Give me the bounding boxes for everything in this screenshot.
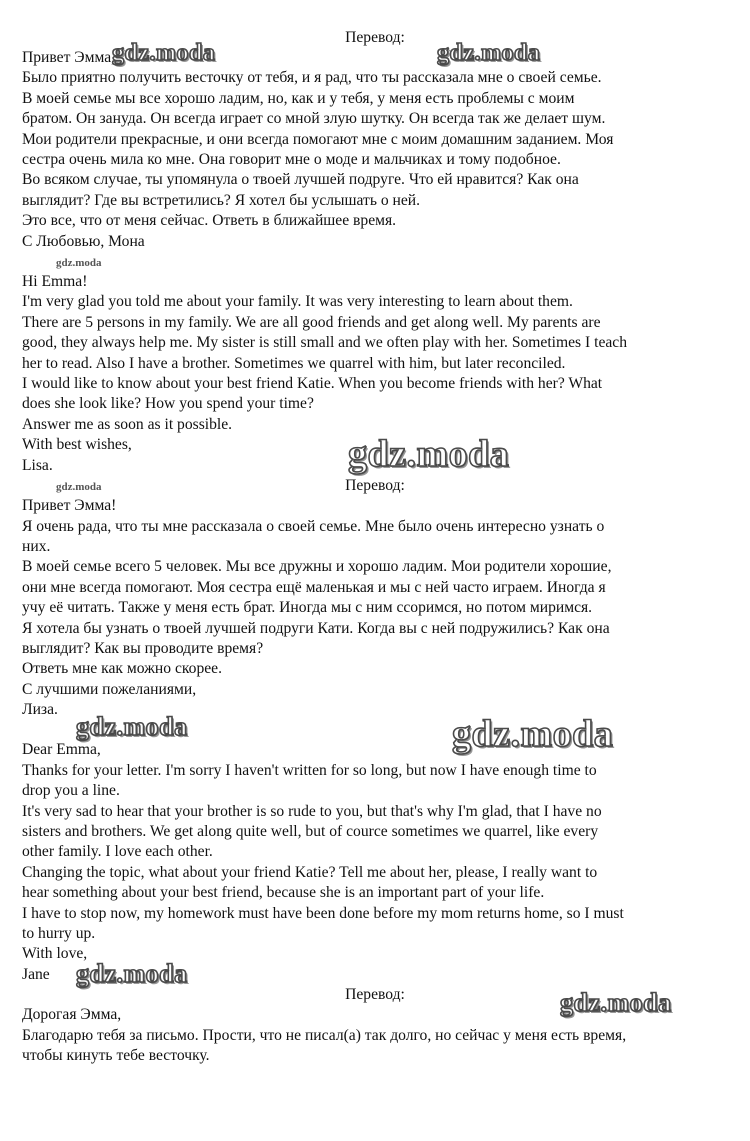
section-heading: Перевод: xyxy=(345,29,405,46)
watermark: gdz.moda xyxy=(76,712,188,741)
watermark: gdz.moda xyxy=(76,959,188,988)
text-line: I would like to know about your best friend Katie. When you become friends with her? What xyxy=(22,375,603,392)
text-line: It's very sad to hear that your brother is so rude to you, but that's why I'm glad, that I have no xyxy=(22,803,602,820)
text-line: other family. I love each other. xyxy=(22,843,213,860)
text-line: выглядит? Как вы проводите время? xyxy=(22,640,264,657)
text-line: With best wishes, xyxy=(22,436,132,453)
text-line: sisters and brothers. We get along quite well, but of cource sometimes we quarrel, like every xyxy=(22,823,599,840)
section-heading: Перевод: xyxy=(345,477,405,494)
text-line: With love, xyxy=(22,945,88,962)
watermark: gdz.moda xyxy=(452,713,614,755)
text-line: Благодарю тебя за письмо. Прости, что не писал(а) так долго, но сейчас у меня есть время, xyxy=(22,1027,627,1044)
text-line: Дорогая Эмма, xyxy=(22,1006,122,1023)
text-line: I'm very glad you told me about your family. It was very interesting to learn about them. xyxy=(22,293,573,310)
text-line: drop you a line. xyxy=(22,782,120,799)
text-line: to hurry up. xyxy=(22,925,96,942)
text-line: В моей семье всего 5 человек. Мы все дружны и хорошо ладим. Мои родители хорошие, xyxy=(22,558,612,575)
text-line: I have to stop now, my homework must have been done before my mom returns home, so I must xyxy=(22,905,624,922)
text-line: В моей семье мы все хорошо ладим, но, как и у тебя, у меня есть проблемы с моим xyxy=(22,90,575,107)
text-line: Привет Эмма! xyxy=(22,497,117,514)
text-line: Привет Эмма, xyxy=(22,49,116,66)
text-line: С лучшими пожеланиями, xyxy=(22,681,197,698)
watermark: gdz.moda xyxy=(56,481,102,493)
text-line: учу её читать. Также у меня есть брат. Иногда мы с ним ссоримся, но потом миримся. xyxy=(22,599,593,616)
text-line: них. xyxy=(22,538,51,555)
watermark: gdz.moda xyxy=(437,40,541,66)
text-line: Я хотела бы узнать о твоей лучшей подруги Кати. Когда вы с ней подружились? Как она xyxy=(22,620,610,637)
watermark: gdz.moda xyxy=(56,257,102,269)
text-line: Было приятно получить весточку от тебя, и я рад, что ты рассказала мне о своей семье. xyxy=(22,69,602,86)
text-line: выглядит? Где вы встретились? Я хотел бы услышать о ней. xyxy=(22,192,421,209)
text-line: Jane xyxy=(22,966,50,983)
text-line: Мои родители прекрасные, и они всегда помогают мне с моим домашним заданием. Моя xyxy=(22,131,614,148)
text-line: does she look like? How you spend your time? xyxy=(22,395,314,412)
text-line: Лиза. xyxy=(22,701,58,718)
text-line: Lisa. xyxy=(22,457,53,474)
watermark: gdz.moda xyxy=(560,988,672,1017)
text-line: Hi Emma! xyxy=(22,273,88,290)
text-line: her to read. Also I have a brother. Sometimes we quarrel with him, but later reconciled. xyxy=(22,355,566,372)
text-line: good, they always help me. My sister is still small and we often play with her. Sometimes I teach xyxy=(22,334,628,351)
text-line: Answer me as soon as it possible. xyxy=(22,416,233,433)
text-line: С Любовью, Мона xyxy=(22,233,145,250)
text-line: чтобы кинуть тебе весточку. xyxy=(22,1047,210,1064)
text-line: Это все, что от меня сейчас. Ответь в ближайшее время. xyxy=(22,212,397,229)
text-line: они мне всегда помогают. Моя сестра ещё маленькая и мы с ней часто играем. Иногда я xyxy=(22,579,606,596)
text-line: Thanks for your letter. I'm sorry I haven't written for so long, but now I have enough time to xyxy=(22,762,597,779)
text-line: There are 5 persons in my family. We are all good friends and get along well. My parents are xyxy=(22,314,601,331)
text-line: hear something about your best friend, because she is an important part of your life. xyxy=(22,884,545,901)
text-line: Во всяком случае, ты упомянула о твоей лучшей подруге. Что ей нравится? Как она xyxy=(22,171,579,188)
text-line: братом. Он зануда. Он всегда играет со мной злую шутку. Он всегда так же делает шум. xyxy=(22,110,606,127)
text-line: Dear Emma, xyxy=(22,741,101,758)
text-line: Я очень рада, что ты мне рассказала о своей семье. Мне было очень интересно узнать о xyxy=(22,518,605,535)
text-line: сестра очень мила ко мне. Она говорит мне о моде и мальчиках и тому подобное. xyxy=(22,151,561,168)
section-heading: Перевод: xyxy=(345,986,405,1003)
text-line: Ответь мне как можно скорее. xyxy=(22,660,222,677)
watermark: gdz.moda xyxy=(112,40,216,66)
text-line: Changing the topic, what about your friend Katie? Tell me about her, please, I really want to xyxy=(22,864,598,881)
watermark: gdz.moda xyxy=(348,433,510,475)
